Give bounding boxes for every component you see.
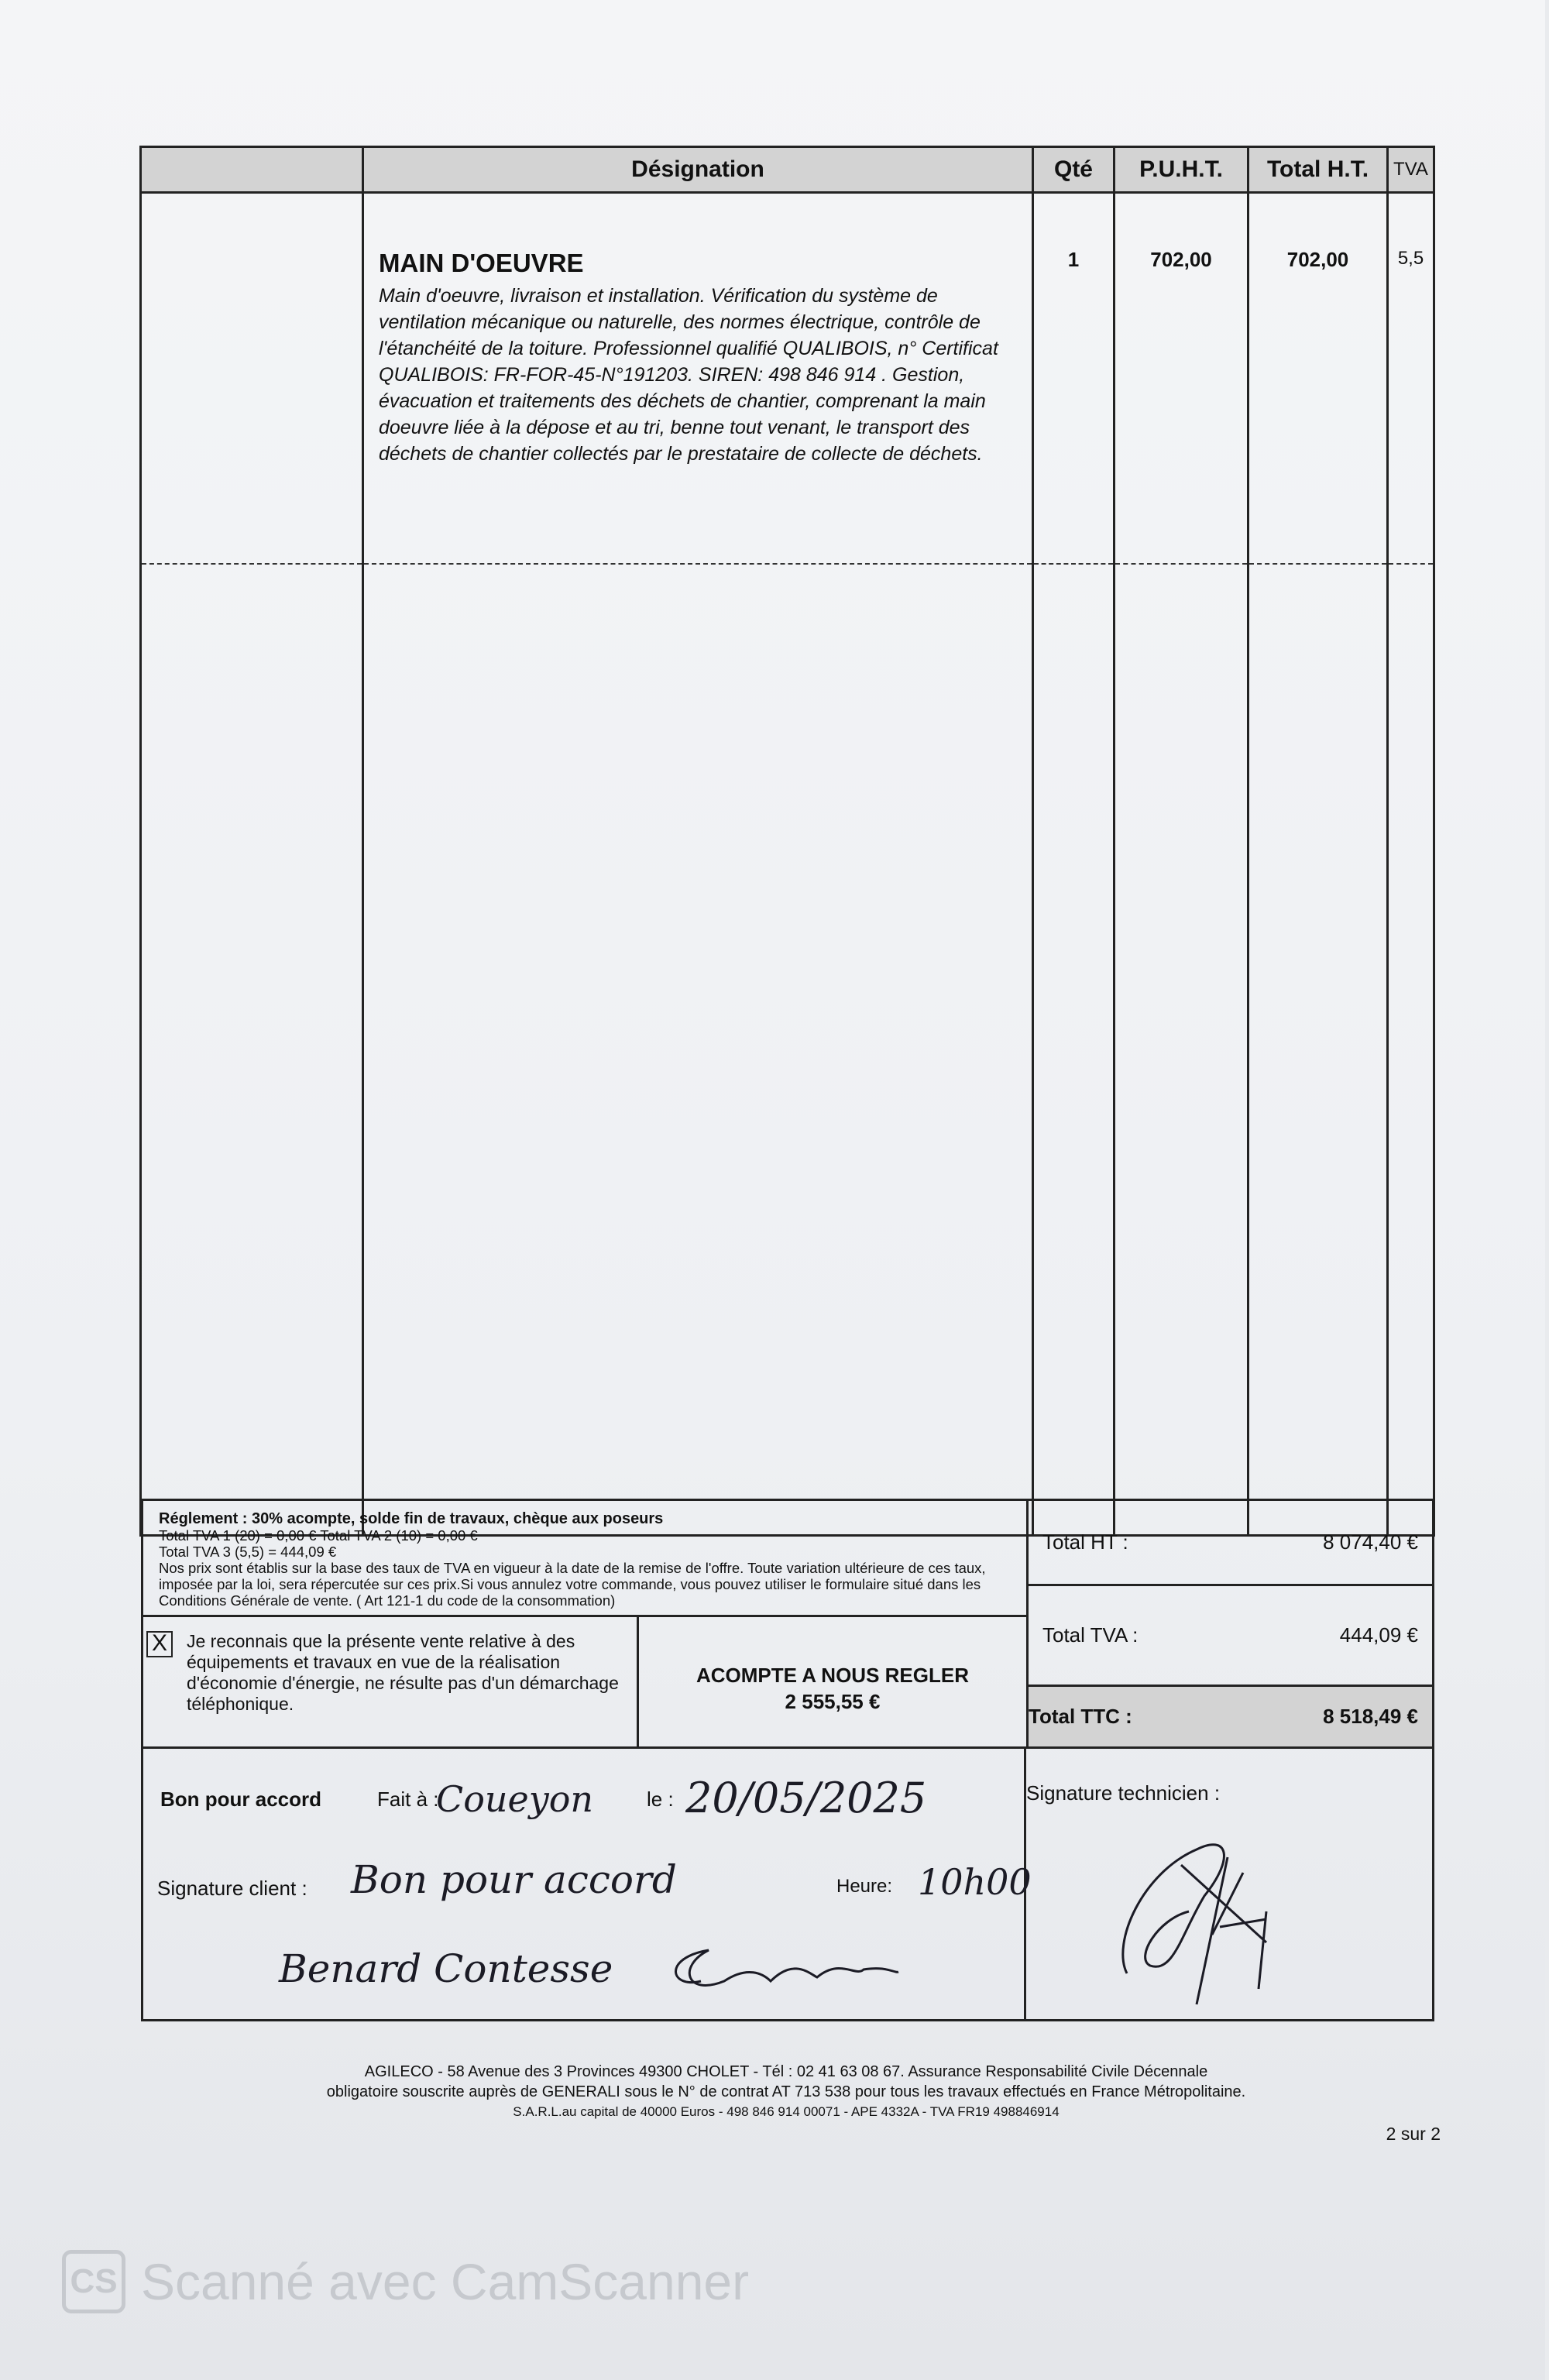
tva-breakdown-1: Total TVA 1 (20) = 0,00 € Total TVA 2 (10) = 0,00 € [159,1527,478,1544]
technician-signature-label: Signature technicien : [1026,1781,1221,1805]
item-title: MAIN D'OEUVRE [379,249,584,277]
consent-box [143,1617,639,1749]
page-number: 2 sur 2 [1386,2124,1441,2144]
footer-line-3: S.A.R.L.au capital de 40000 Euros - 498 846 914 00071 - APE 4332A - TVA FR19 498846914 [513,2104,1060,2119]
camscanner-watermark [62,2250,749,2313]
footer-line-2: obligatoire souscrite auprès de GENERALI sous le N° de contrat AT 713 538 pour tous les travaux effectués en France Métropolitaine. [326,2083,1246,2100]
company-footer [139,2062,1433,2122]
empty-cell [141,564,363,1536]
tva-breakdown-2: Total TVA 3 (5,5) = 444,09 € [159,1544,337,1560]
payment-terms [143,1501,1026,1617]
table-row [141,193,1434,565]
total-ttc-label: Total TTC : [1029,1705,1132,1728]
deposit-amount: 2 555,55 € [785,1690,881,1713]
fait-a-handwritten[interactable]: Coueyon [436,1778,594,1820]
empty-cell [1033,564,1115,1536]
bon-pour-accord-label: Bon pour accord [160,1788,322,1811]
date-label: le : [647,1788,674,1811]
item-description: Main d'oeuvre, livraison et installation. Vérification du système de ventilation mécanique ou naturelle, des normes électrique, contrôle de l'étanchéité de la toiture. Professionnel qualifié QUALIBOIS, n° Certificat QUALIBOIS: FR-FOR-45-N°191203. SIREN: 498 846 914 . Gestion, évacuation et traitements des déchets de chantier, comprenant la main doeuvre liée à la dépose et au tri, benne tout venant, le transport des déchets de chantier collectés par le prestataire de collecte de déchets. [379,285,998,465]
item-unit-price: 702,00 [1115,193,1248,565]
total-ht-value: 8 074,40 € [1323,1530,1418,1554]
client-name-handwritten[interactable]: Benard Contesse [279,1946,613,1991]
client-signature-scribble [654,1935,902,2004]
deposit-box [639,1617,1026,1749]
watermark-text: Scanné avec CamScanner [141,2253,750,2310]
heure-handwritten[interactable]: 10h00 [918,1861,1032,1903]
consent-text: Je reconnais que la présente vente relative à des équipements et travaux en vue de la réalisation d'économie d'énergie, ne résulte pas d'un démarchage téléphonique. [187,1631,619,1714]
total-ht-label: Total HT : [1042,1530,1128,1554]
technician-signature-scribble [1111,1826,1290,2012]
heure-label: Heure: [836,1876,893,1897]
table-row-empty [141,564,1434,1536]
empty-cell [1388,564,1434,1536]
empty-cell [1115,564,1248,1536]
total-tva-label: Total TVA : [1042,1623,1139,1647]
total-ttc-row [1029,1687,1432,1746]
item-total-ht: 702,00 [1248,193,1388,565]
reglement-text: Réglement : 30% acompte, solde fin de travaux, chèque aux poseurs [159,1510,664,1527]
totals-panel [1026,1501,1432,1749]
item-qty: 1 [1033,193,1115,565]
client-signature-area [143,1749,1032,2019]
footer-line-1: AGILECO - 58 Avenue des 3 Provinces 49300 CHOLET - Tél : 02 41 63 08 67. Assurance Responsabilité Civile Décennale [364,2063,1208,2080]
total-ht-row [1029,1501,1432,1586]
header-qty: Qté [1033,147,1115,193]
items-table [139,146,1435,1537]
designation-cell [363,193,1033,565]
header-tva: TVA [1388,147,1434,193]
table-header-row [141,147,1434,193]
total-tva-row [1029,1586,1432,1687]
item-tva: 5,5 [1388,193,1434,565]
fait-a-label: Fait à : [377,1788,439,1811]
header-blank [141,147,363,193]
image-cell [141,193,363,565]
header-unit-price: P.U.H.T. [1115,147,1248,193]
total-ttc-value: 8 518,49 € [1323,1705,1418,1728]
header-designation: Désignation [363,147,1033,193]
client-mention-handwritten[interactable]: Bon pour accord [351,1857,677,1902]
consent-checkbox[interactable]: X [146,1631,173,1657]
camscanner-logo-icon: CS [62,2250,125,2313]
header-total-ht: Total H.T. [1248,147,1388,193]
empty-cell [363,564,1033,1536]
technician-signature-area [1026,1749,1432,2019]
summary-block [141,1499,1434,2021]
deposit-label: ACOMPTE A NOUS REGLER [696,1664,969,1687]
empty-cell [1248,564,1388,1536]
total-tva-value: 444,09 € [1339,1623,1418,1647]
client-signature-label: Signature client : [157,1877,307,1900]
date-handwritten[interactable]: 20/05/2025 [685,1774,927,1822]
tva-notice: Nos prix sont établis sur la base des taux de TVA en vigueur à la date de la remise de l'offre. Toute variation ultérieure de ces taux, imposée par la loi, sera répercutée sur ces prix.Si vous annulez votre commande, vous pouvez utiliser le formulaire situé dans les Conditions Générale de vente. ( Art 121-1 du code de la consommation) [159,1560,986,1609]
